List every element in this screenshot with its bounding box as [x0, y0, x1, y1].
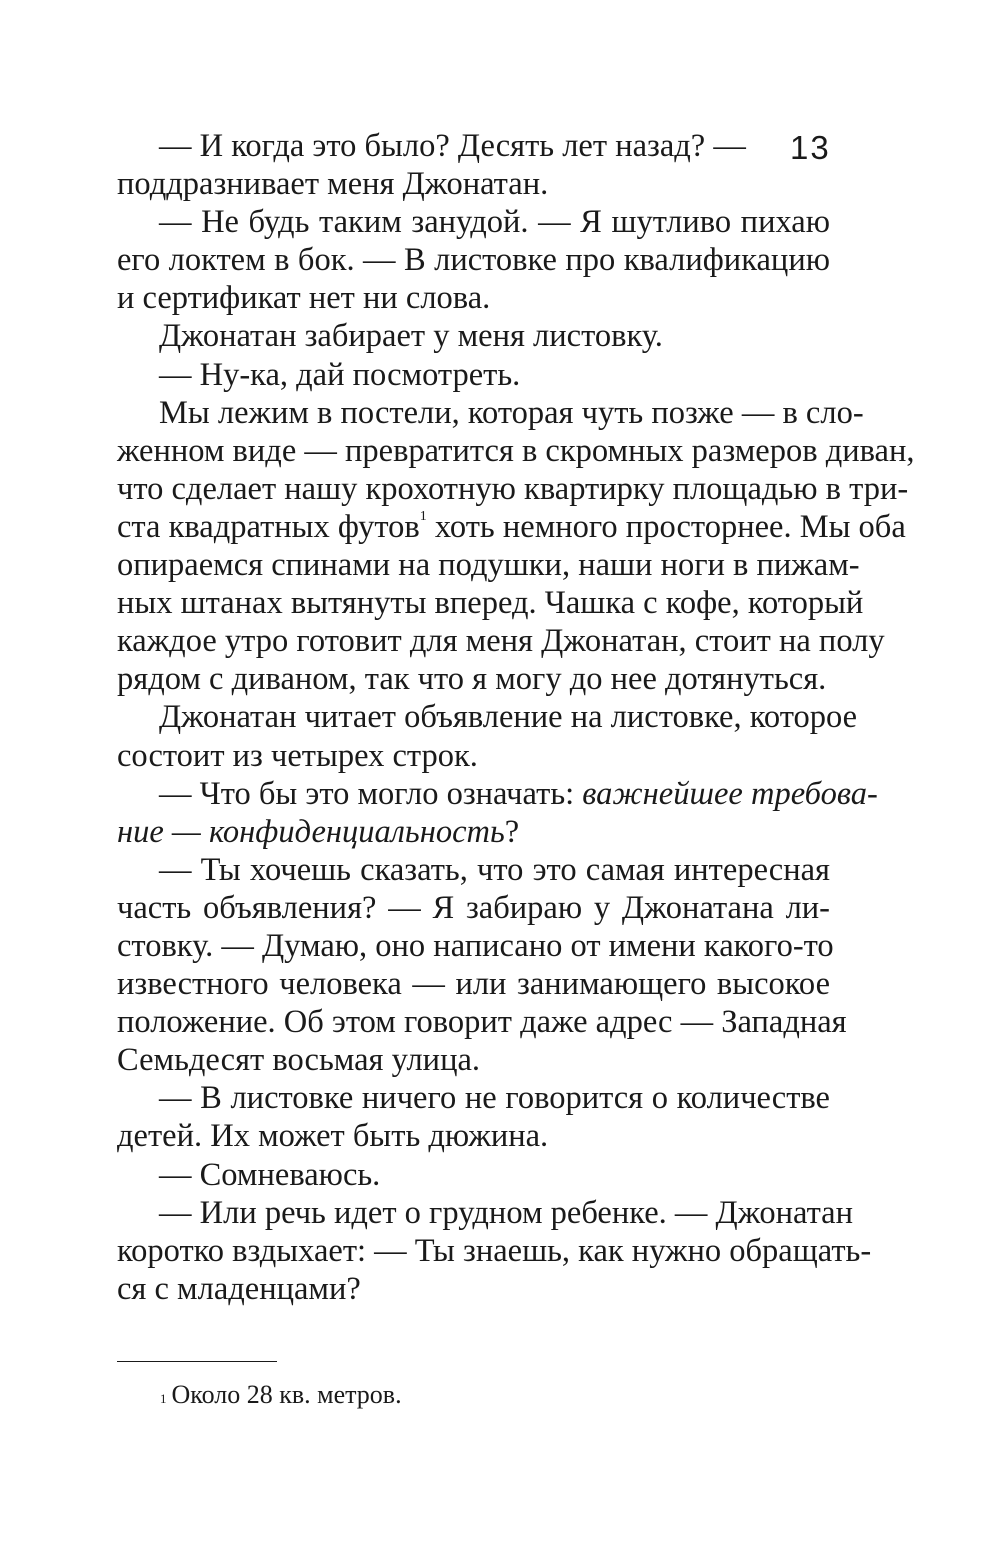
- text-line: — Ты хочешь сказать, что это самая интересная: [159, 851, 830, 888]
- text-line: стовку. — Думаю, оно написано от имени какого-то: [117, 927, 834, 964]
- text-line: коротко вздыхает: — Ты знаешь, как нужно обращать-: [117, 1232, 872, 1269]
- text-line: — Сомневаюсь.: [159, 1156, 381, 1193]
- page-number: 13: [790, 129, 831, 166]
- text-line: Джонатан забирает у меня листовку.: [159, 318, 663, 355]
- italic-text: ние — конфиденциальность: [117, 813, 505, 850]
- text-line: [117, 813, 830, 851]
- text-line: женном виде — превратится в скромных размеров диван,: [117, 432, 915, 469]
- text-line: состоит из четырех строк.: [117, 737, 478, 774]
- footnote-divider: [117, 1361, 277, 1362]
- body-text: [117, 127, 915, 1308]
- text-fragment: ?: [504, 813, 520, 850]
- text-line: — И когда это было? Десять лет назад? —: [159, 128, 746, 164]
- text-line: — Или речь идет о грудном ребенке. — Джонатан: [159, 1194, 853, 1231]
- footnote-reference: 1: [419, 508, 427, 524]
- text-fragment: хоть немного просторнее. Мы оба: [434, 508, 906, 545]
- text-line: — Ну-ка, дай посмотреть.: [159, 356, 521, 393]
- footnote-text: Около 28 кв. метров.: [171, 1380, 402, 1409]
- text-line: Джонатан читает объявление на листовке, которое: [159, 699, 858, 736]
- text-line: [117, 508, 906, 546]
- text-line: известного человека — или занимающего высокое: [117, 966, 830, 1003]
- text-line: рядом с диваном, так что я могу до нее дотянуться.: [117, 661, 827, 698]
- text-line: и сертификат нет ни слова.: [117, 280, 491, 317]
- text-line: — В листовке ничего не говорится о количестве: [159, 1080, 830, 1117]
- text-line: Мы лежим в постели, которая чуть позже — в сло-: [159, 394, 864, 431]
- text-line: что сделает нашу крохотную квартирку площадью в три-: [117, 470, 909, 507]
- text-line: ных штанах вытянуты вперед. Чашка с кофе, который: [117, 585, 864, 622]
- text-line: каждое утро готовит для меня Джонатан, стоит на полу: [117, 623, 885, 660]
- text-line: опираемся спинами на подушки, наши ноги в пижам-: [117, 547, 860, 584]
- text-line: поддразнивает меня Джонатан.: [117, 166, 549, 203]
- text-line: часть объявления? — Я забираю у Джонатана ли-: [117, 889, 830, 926]
- italic-text: важнейшее требова-: [582, 775, 878, 812]
- text-fragment: ста квадратных футов: [117, 508, 420, 545]
- text-fragment: — Что бы это могло означать:: [159, 775, 583, 812]
- text-line: положение. Об этом говорит даже адрес — Западная: [117, 1004, 847, 1041]
- text-line: его локтем в бок. — В листовке про квалификацию: [117, 242, 830, 279]
- text-line: детей. Их может быть дюжина.: [117, 1118, 549, 1155]
- footnote-mark: 1: [160, 1391, 167, 1406]
- text-line: [117, 775, 878, 813]
- footnote: [160, 1378, 402, 1412]
- text-line: Семьдесят восьмая улица.: [117, 1042, 481, 1079]
- text-line: ся с младенцами?: [117, 1270, 361, 1307]
- text-line: — Не будь таким занудой. — Я шутливо пихаю: [159, 204, 830, 241]
